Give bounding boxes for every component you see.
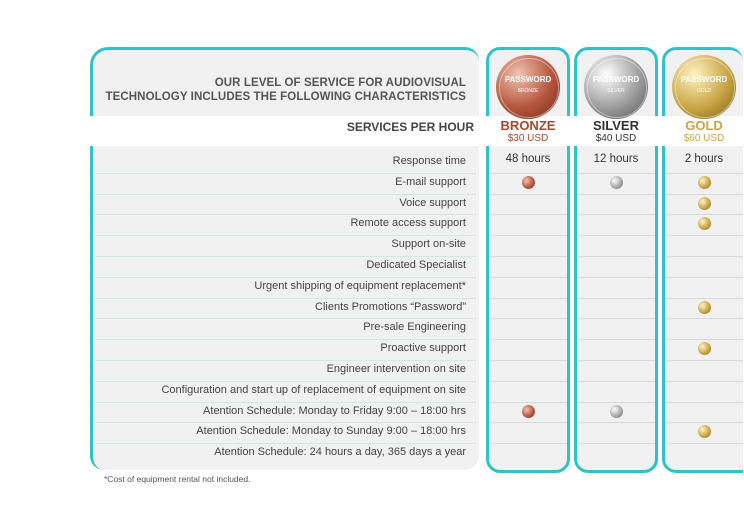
- feature-label: Urgent shipping of equipment replacement*: [254, 280, 466, 292]
- row-divider: [93, 402, 476, 403]
- silver-cell-divider: [577, 318, 655, 319]
- silver-cell-divider: [577, 194, 655, 195]
- silver-badge-level: SILVER: [607, 88, 625, 94]
- row-divider: [93, 318, 476, 319]
- feature-label: Atention Schedule: 24 hours a day, 365 days a year: [214, 446, 466, 458]
- row-divider: [93, 235, 476, 236]
- row-divider: [93, 194, 476, 195]
- gold-cell-divider: [665, 360, 743, 361]
- feature-label: Clients Promotions “Password”: [315, 301, 466, 313]
- gold-included-dot-icon: [698, 217, 711, 230]
- silver-cell-divider: [577, 235, 655, 236]
- gold-included-dot-icon: [698, 301, 711, 314]
- feature-label: Engineer intervention on site: [326, 363, 466, 375]
- silver-cell-divider: [577, 277, 655, 278]
- silver-cell-divider: [577, 339, 655, 340]
- row-divider: [93, 298, 476, 299]
- bronze-cell-divider: [489, 235, 567, 236]
- gold-included-dot-icon: [698, 425, 711, 438]
- silver-cell-divider: [577, 402, 655, 403]
- bronze-response-time: 48 hours: [505, 153, 551, 165]
- bronze-cell-divider: [489, 194, 567, 195]
- gold-cell-divider: [665, 298, 743, 299]
- gold-cell-divider: [665, 277, 743, 278]
- feature-label: Remote access support: [350, 217, 466, 229]
- silver-cell-divider: [577, 422, 655, 423]
- gold-plan-name: GOLD: [685, 118, 723, 133]
- bronze-cell-divider: [489, 422, 567, 423]
- bronze-cell-divider: [489, 256, 567, 257]
- feature-label: E-mail support: [395, 176, 466, 188]
- feature-label: Dedicated Specialist: [366, 259, 466, 271]
- row-divider: [93, 381, 476, 382]
- silver-cell-divider: [577, 256, 655, 257]
- row-divider: [93, 339, 476, 340]
- gold-included-dot-icon: [698, 197, 711, 210]
- gold-cell-divider: [665, 256, 743, 257]
- silver-cell-divider: [577, 381, 655, 382]
- silver-badge-text: PASSWORD: [592, 75, 640, 84]
- silver-cell-divider: [577, 298, 655, 299]
- gold-cell-divider: [665, 422, 743, 423]
- gold-cell-divider: [665, 194, 743, 195]
- gold-cell-divider: [665, 173, 743, 174]
- gold-response-time: 2 hours: [684, 153, 724, 165]
- silver-plan-name: SILVER: [593, 118, 639, 133]
- gold-cell-divider: [665, 381, 743, 382]
- silver-cell-divider: [577, 443, 655, 444]
- gold-cell-divider: [665, 235, 743, 236]
- feature-label: Response time: [392, 155, 466, 167]
- feature-label: Support on-site: [391, 238, 466, 250]
- bronze-plan-price: $30 USD: [507, 133, 549, 144]
- row-divider: [93, 173, 476, 174]
- bronze-cell-divider: [489, 339, 567, 340]
- row-divider: [93, 360, 476, 361]
- bronze-badge-level: BRONZE: [517, 88, 539, 94]
- row-divider: [93, 256, 476, 257]
- gold-badge-text: PASSWORD: [680, 75, 728, 84]
- bronze-included-dot-icon: [522, 176, 535, 189]
- row-divider: [93, 422, 476, 423]
- bronze-badge: [496, 55, 560, 119]
- table-heading: OUR LEVEL OF SERVICE FOR AUDIOVISUAL TECHNOLOGY INCLUDES THE FOLLOWING CHARACTERISTICS: [105, 77, 466, 103]
- bronze-cell-divider: [489, 402, 567, 403]
- feature-label: Pre-sale Engineering: [363, 321, 466, 333]
- bronze-cell-divider: [489, 298, 567, 299]
- silver-cell-divider: [577, 360, 655, 361]
- silver-included-dot-icon: [610, 176, 623, 189]
- silver-included-dot-icon: [610, 405, 623, 418]
- gold-cell-divider: [665, 402, 743, 403]
- gold-plan-price: $60 USD: [683, 133, 725, 144]
- row-divider: [93, 214, 476, 215]
- bronze-cell-divider: [489, 277, 567, 278]
- bronze-plan-name: BRONZE: [500, 118, 556, 133]
- bronze-cell-divider: [489, 360, 567, 361]
- row-divider: [93, 277, 476, 278]
- silver-badge: [584, 55, 648, 119]
- gold-badge: [672, 55, 736, 119]
- feature-label: Configuration and start up of replacement of equipment on site: [161, 384, 466, 396]
- bronze-cell-divider: [489, 173, 567, 174]
- gold-cell-divider: [665, 443, 743, 444]
- bronze-cell-divider: [489, 381, 567, 382]
- bronze-included-dot-icon: [522, 405, 535, 418]
- feature-label: Proactive support: [380, 342, 466, 354]
- silver-response-time: 12 hours: [593, 153, 639, 165]
- gold-included-dot-icon: [698, 176, 711, 189]
- silver-plan-price: $40 USD: [595, 133, 637, 144]
- row-divider: [93, 443, 476, 444]
- gold-cell-divider: [665, 339, 743, 340]
- gold-included-dot-icon: [698, 342, 711, 355]
- footnote: *Cost of equipment rental not included.: [104, 474, 251, 484]
- gold-badge-level: GOLD: [696, 88, 712, 94]
- silver-cell-divider: [577, 214, 655, 215]
- bronze-cell-divider: [489, 318, 567, 319]
- gold-cell-divider: [665, 214, 743, 215]
- feature-label: Atention Schedule: Monday to Friday 9:00 – 18:00 hrs: [203, 405, 466, 417]
- feature-label: Atention Schedule: Monday to Sunday 9:00 – 18:00 hrs: [196, 425, 466, 437]
- bronze-cell-divider: [489, 214, 567, 215]
- bronze-badge-text: PASSWORD: [504, 75, 552, 84]
- silver-cell-divider: [577, 173, 655, 174]
- bronze-cell-divider: [489, 443, 567, 444]
- feature-label: Voice support: [399, 197, 466, 209]
- services-per-hour-label: SERVICES PER HOUR: [346, 120, 474, 134]
- gold-cell-divider: [665, 318, 743, 319]
